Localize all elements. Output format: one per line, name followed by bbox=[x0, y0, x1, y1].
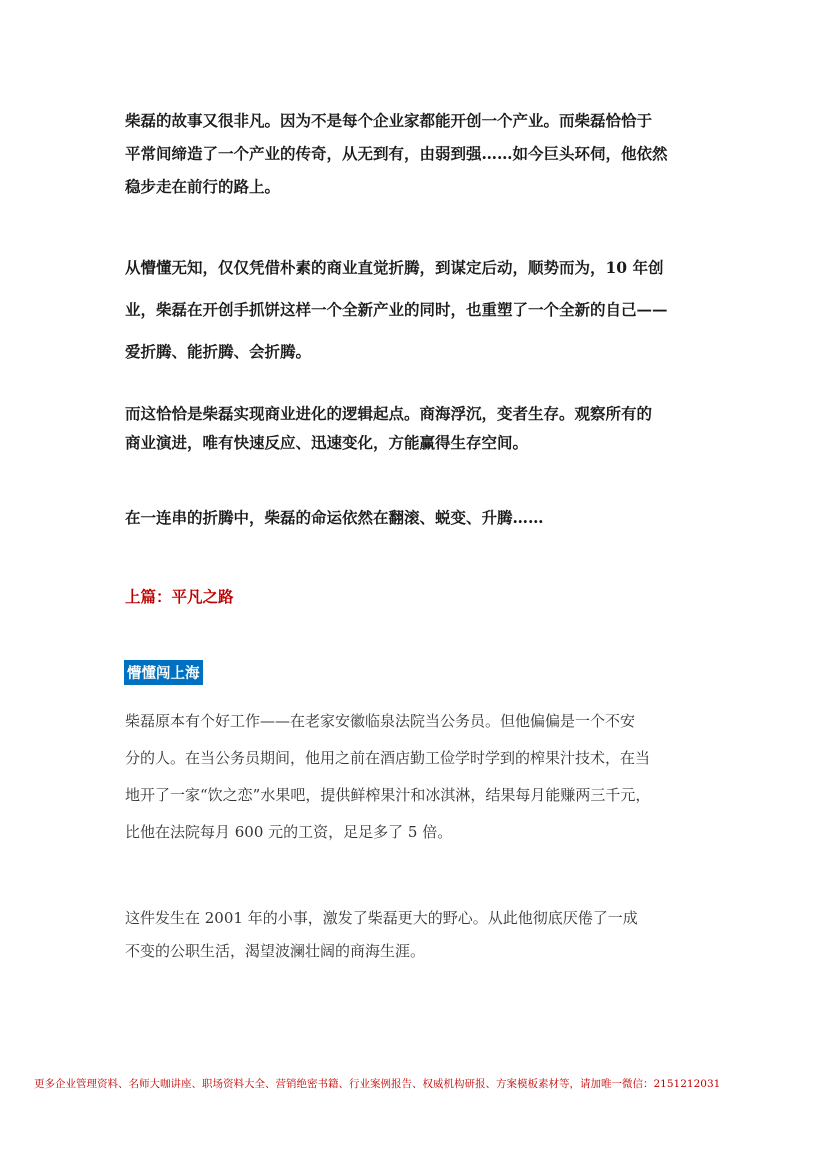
text-line: 从懵懂无知，仅仅凭借朴素的商业直觉折腾，到谋定后动，顺势而为，10 年创 bbox=[125, 258, 664, 277]
intro-paragraph-2 bbox=[125, 247, 705, 373]
intro-paragraph-4 bbox=[125, 503, 705, 532]
text-line: 平常间缔造了一个产业的传奇，从无到有，由弱到强……如今巨头环伺，他依然 bbox=[125, 144, 668, 163]
text-line: 商业演进，唯有快速反应、迅速变化，方能赢得生存空间。 bbox=[125, 433, 529, 452]
text-line: 柴磊原本有个好工作——在老家安徽临泉法院当公务员。但他偏偏是一个不安 bbox=[125, 712, 636, 730]
text-line: 这件发生在 2001 年的小事，激发了柴磊更大的野心。从此他彻底厌倦了一成 bbox=[125, 909, 638, 927]
text-line: 爱折腾、能折腾、会折腾。 bbox=[125, 342, 312, 361]
intro-paragraph-3 bbox=[125, 399, 705, 457]
body-paragraph-2 bbox=[125, 902, 705, 968]
text-line: 地开了一家“饮之恋”水果吧，提供鲜榨果汁和冰淇淋，结果每月能赚两三千元， bbox=[125, 786, 651, 804]
section-heading: 上篇：平凡之路 bbox=[125, 587, 234, 606]
text-line: 而这恰恰是柴磊实现商业进化的逻辑起点。商海浮沉，变者生存。观察所有的 bbox=[125, 404, 653, 423]
text-line: 业，柴磊在开创手抓饼这样一个全新产业的同时，也重塑了一个全新的自己—— bbox=[125, 300, 668, 319]
text-line: 在一连串的折腾中，柴磊的命运依然在翻滚、蜕变、升腾…… bbox=[125, 508, 544, 527]
text-line: 比他在法院每月 600 元的工资，足足多了 5 倍。 bbox=[125, 823, 453, 841]
text-line: 稳步走在前行的路上。 bbox=[125, 177, 281, 196]
intro-paragraph-1 bbox=[125, 104, 705, 203]
text-line: 不变的公职生活，渴望波澜壮阔的商海生涯。 bbox=[125, 942, 426, 960]
text-line: 柴磊的故事又很非凡。因为不是每个企业家都能开创一个产业。而柴磊恰恰于 bbox=[125, 111, 653, 130]
footer-note: 更多企业管理资料、名师大咖讲座、职场资料大全、营销绝密书籍、行业案例报告、权威机构研报、方案模板素材等，请加唯一微信：2151212031 bbox=[34, 1078, 721, 1090]
body-paragraph-1 bbox=[125, 703, 705, 851]
text-line: 分的人。在当公务员期间，他用之前在酒店勤工俭学时学到的榨果汁技术，在当 bbox=[125, 749, 651, 767]
chapter-subheading: 懵懂闯上海 bbox=[124, 660, 203, 685]
